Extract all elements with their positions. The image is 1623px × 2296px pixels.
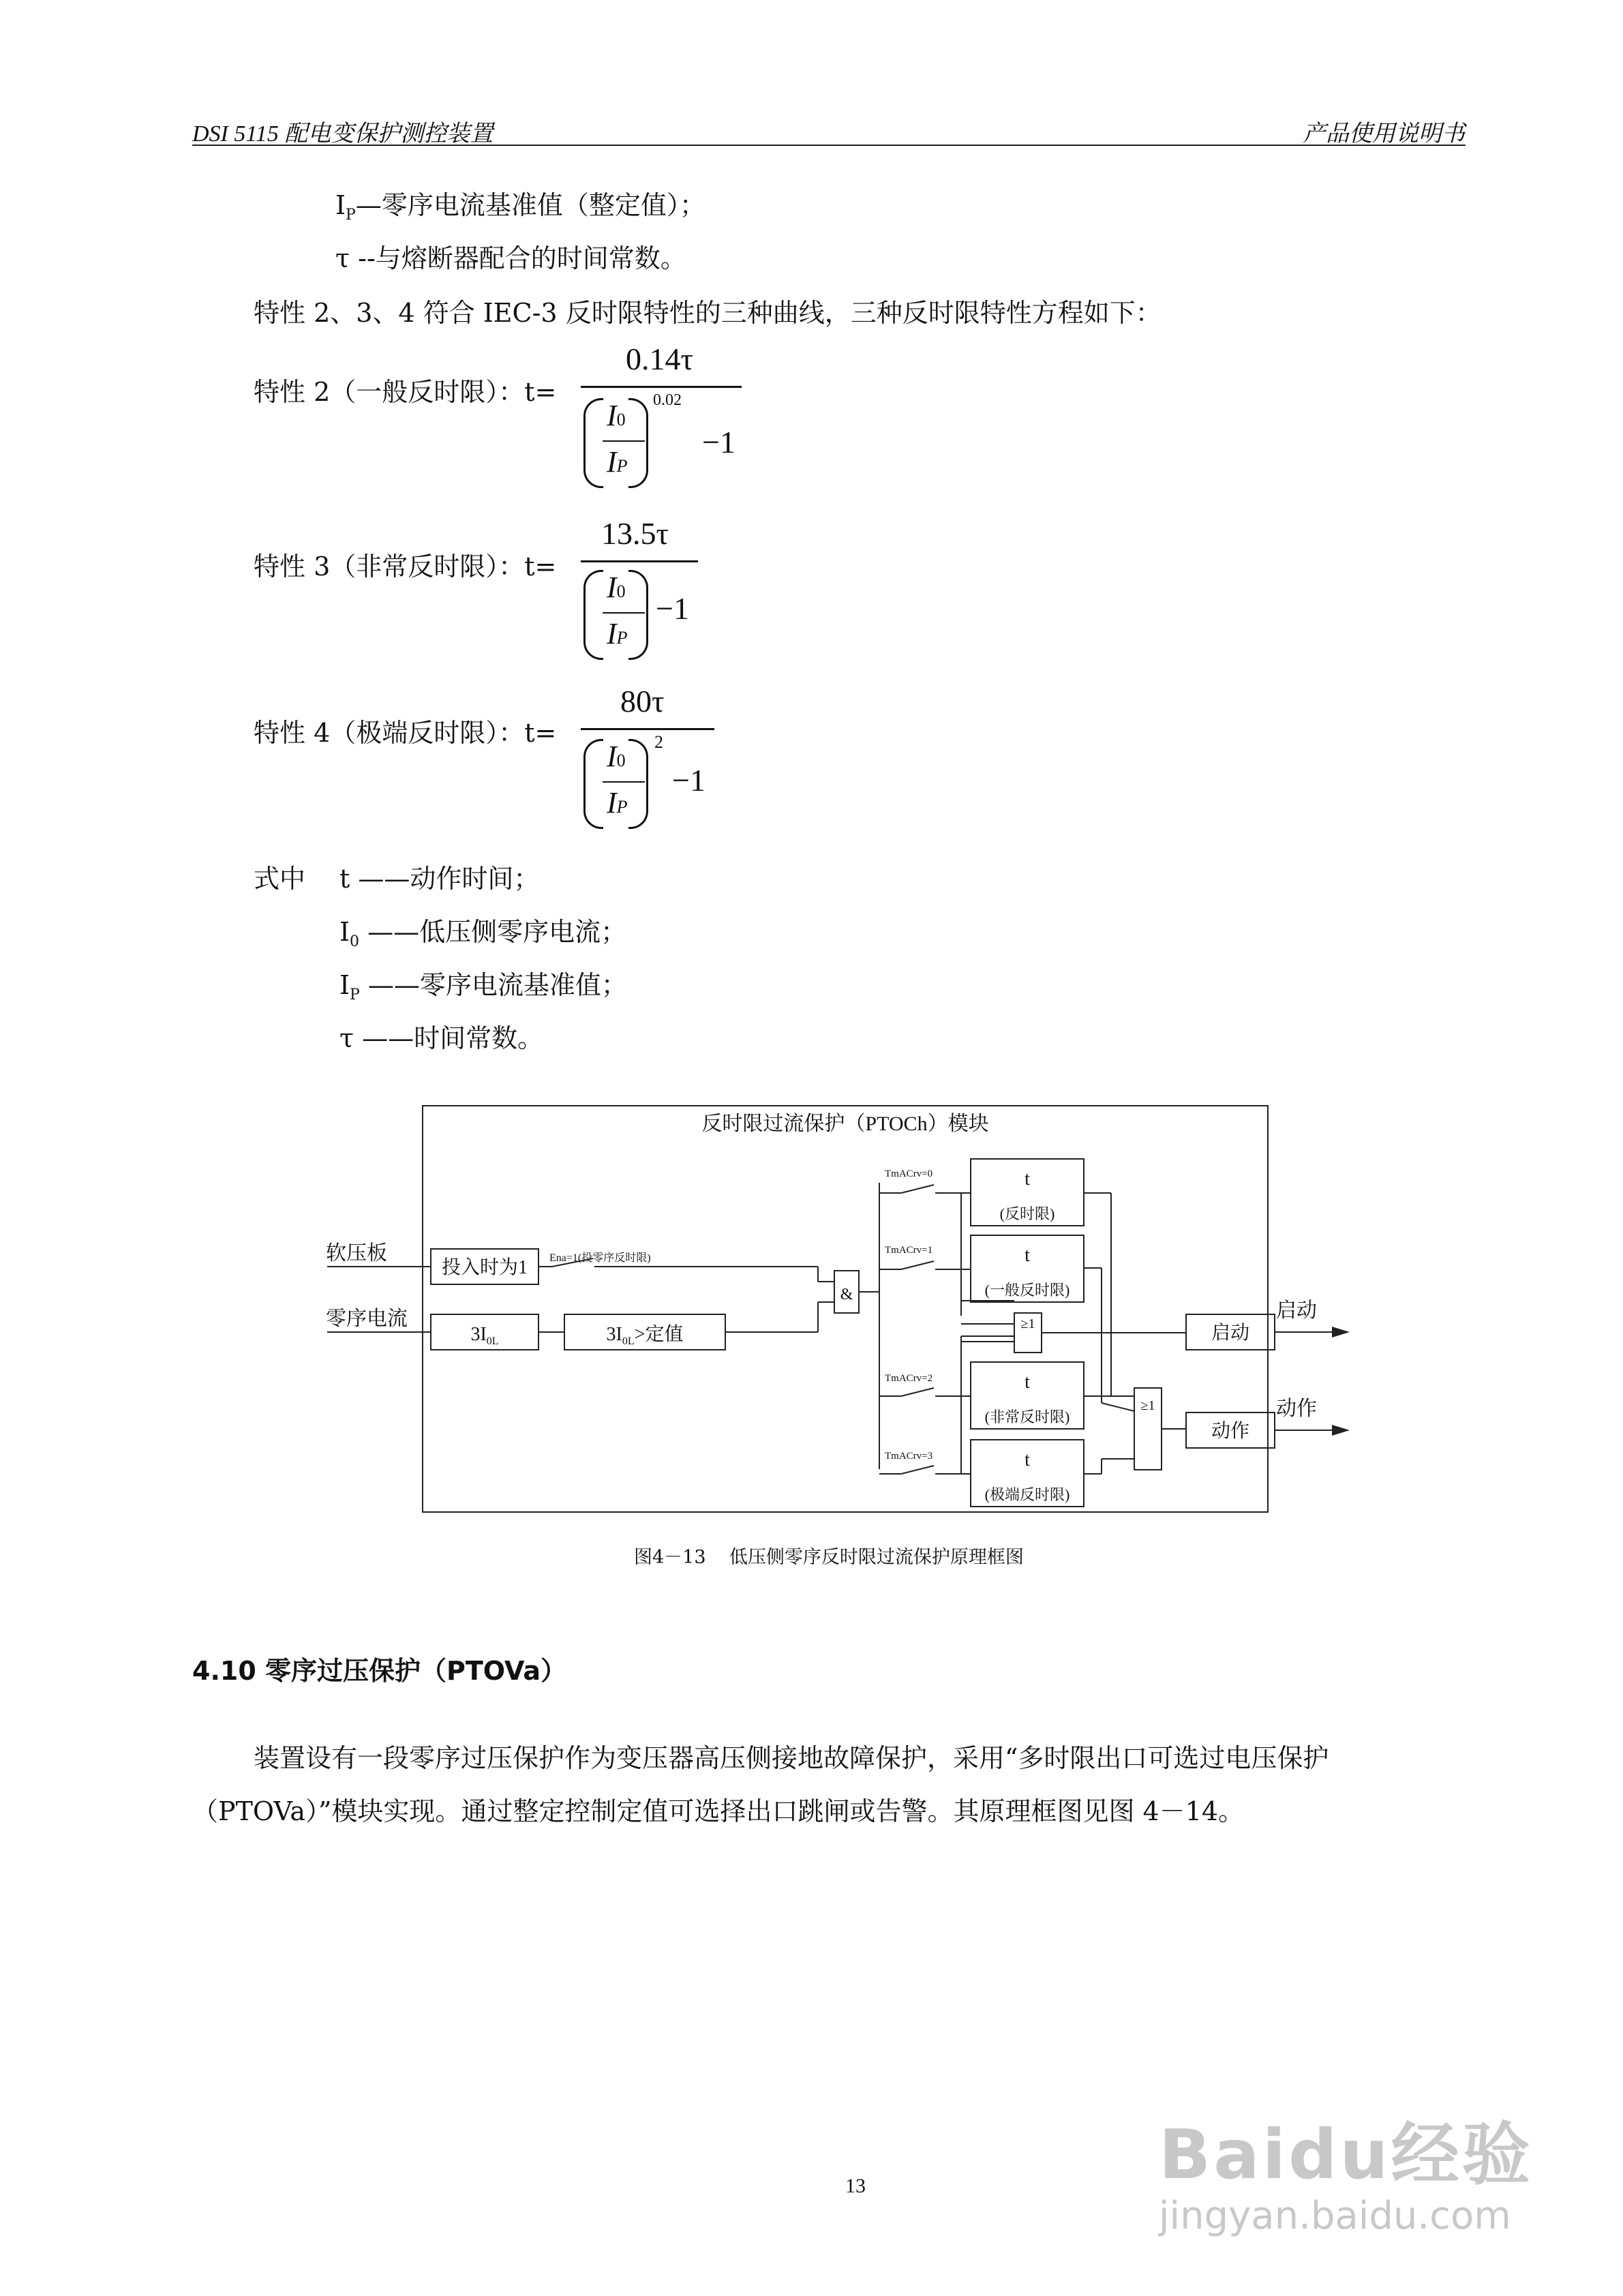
start-arrow — [1332, 1327, 1350, 1338]
curve-name-2: (非常反时限) — [984, 1408, 1070, 1425]
iec-characteristics-text: 特性 2、3、4 符合 IEC-3 反时限特性的三种曲线，三种反时限特性方程如下： — [254, 298, 1162, 328]
i0-symbol: I0 — [607, 740, 626, 773]
start-box-label: 启动 — [1211, 1323, 1250, 1344]
curve-t-2: t — [1025, 1372, 1030, 1393]
figure-caption: 图4－13 低压侧零序反时限过流保护原理框图 — [634, 1547, 1024, 1568]
section-paragraph-line2: （PTOVa）”模块实现。通过整定控制定值可选择出口跳闸或告警。其原理框图见图 4－14。 — [192, 1796, 1245, 1826]
ip-definition: $I_P—$零序电流基准值（整定值）； — [335, 190, 706, 224]
start-output-label: 启动 — [1276, 1299, 1317, 1322]
where-t: t ——动作时间； — [339, 864, 540, 894]
i3-setting-label: $3I_{0L}>$定值 — [606, 1324, 684, 1347]
enable-box-label: 投入时为1 — [441, 1257, 528, 1278]
formula-minus-one: −1 — [656, 591, 689, 626]
formula-label: 特性 4（极端反时限）：t= — [254, 718, 557, 748]
formula-numerator: 80τ — [620, 684, 665, 719]
trip-arrow — [1332, 1425, 1350, 1436]
zero-current-label: 零序电流 — [326, 1308, 408, 1330]
header-doc-type: 产品使用说明书 — [1303, 121, 1465, 147]
curve-name-0: (反时限) — [999, 1205, 1055, 1222]
where-tau: τ ——时间常数。 — [339, 1023, 544, 1053]
and-gate-label: & — [840, 1286, 853, 1303]
trip-output-label: 动作 — [1276, 1398, 1317, 1420]
formula-label: 特性 2（一般反时限）：t= — [254, 377, 557, 407]
section-paragraph-line1: 装置设有一段零序过压保护作为变压器高压侧接地故障保护，采用“多时限出口可选过电压保护 — [254, 1743, 1329, 1773]
curve-t-3: t — [1025, 1449, 1030, 1470]
switch-label-3: TmACrv=3 — [885, 1451, 933, 1462]
i3-box-label: $3I_{0L}$ — [470, 1324, 499, 1347]
page-number: 13 — [845, 2175, 866, 2197]
diagram-title: 反时限过流保护（PTOCh）模块 — [701, 1113, 989, 1135]
trip-box-label: 动作 — [1211, 1421, 1250, 1442]
formula-exponent: 0.02 — [653, 391, 682, 409]
i0-symbol: I0 — [607, 399, 626, 432]
or-gate-2-label: ≥1 — [1140, 1398, 1155, 1413]
switch-label-2: TmACrv=2 — [885, 1373, 933, 1384]
watermark-brand: Baidu经验 — [1159, 2115, 1533, 2194]
ip-symbol: IP — [607, 617, 628, 650]
where-ip: $I_P$ ——零序电流基准值； — [339, 970, 627, 1003]
formula-minus-one: −1 — [672, 763, 706, 798]
formula-minus-one: −1 — [702, 425, 735, 459]
formula-numerator: 13.5τ — [601, 516, 669, 551]
or-gate-1-label: ≥1 — [1020, 1316, 1035, 1331]
module-border — [423, 1106, 1268, 1512]
curve-t-1: t — [1025, 1245, 1030, 1266]
i0-symbol: I0 — [607, 571, 626, 604]
curve-name-3: (极端反时限) — [984, 1486, 1070, 1503]
formula-exponent: 2 — [654, 732, 663, 752]
switch-label-1: TmACrv=1 — [885, 1245, 933, 1256]
ena-label: Ena=1(投零序反时限) — [549, 1252, 651, 1264]
where-intro: 式中 — [254, 864, 306, 894]
formula-label: 特性 3（非常反时限）：t= — [254, 552, 557, 581]
curve-t-0: t — [1025, 1168, 1030, 1190]
switch-label-0: TmACrv=0 — [885, 1168, 933, 1179]
section-heading: 4.10 零序过压保护（PTOVa） — [192, 1656, 567, 1686]
tau-definition: τ --与熔断器配合的时间常数。 — [335, 243, 686, 273]
soft-plate-label: 软压板 — [326, 1242, 387, 1265]
ip-symbol: IP — [607, 786, 628, 819]
header-title: DSI 5115 配电变保护测控装置 — [192, 121, 494, 147]
where-i0: $I_0$ ——低压侧零序电流； — [339, 917, 627, 950]
ip-symbol: IP — [607, 445, 628, 479]
formula-numerator: 0.14τ — [626, 342, 693, 376]
curve-name-1: (一般反时限) — [984, 1282, 1070, 1299]
watermark-url: jingyan.baidu.com — [1159, 2194, 1511, 2238]
